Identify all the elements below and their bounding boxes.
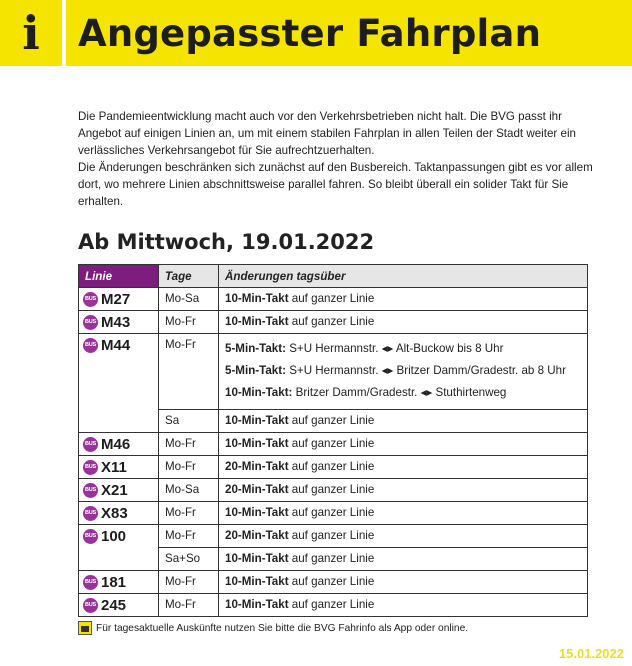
bvg-info-icon: [78, 621, 92, 635]
line-number: 181: [101, 573, 127, 591]
line-number: 100: [101, 527, 127, 545]
table-row: [79, 479, 588, 502]
column-header-aenderungen: Änderungen tagsüber: [219, 265, 588, 288]
line-cell: [79, 311, 159, 334]
line-cell: [79, 502, 159, 525]
line-cell: [79, 433, 159, 456]
days-cell: Mo-Fr: [159, 571, 219, 594]
intro-paragraph-1: Die Pandemieentwicklung macht auch vor den Verkehrsbetrieben nicht halt. Die BVG passt ihr Angebot auf einigen Linien an, um mit einem stabilen Fahrplan in allen Teilen der Stadt weiter ein verlässliches Verkehrsangebot für Sie aufrechtzuerhalten.: [78, 110, 576, 157]
days-cell: Mo-Fr: [159, 433, 219, 456]
line-number: 245: [101, 596, 127, 614]
line-number: X11: [101, 458, 127, 476]
column-header-tage: Tage: [159, 265, 219, 288]
table-row: [79, 502, 588, 525]
column-header-linie: Linie: [79, 265, 159, 288]
bus-icon: BUS: [83, 506, 98, 521]
change-cell: 20-Min-Takt auf ganzer Linie: [219, 456, 588, 479]
line-cell: [79, 456, 159, 479]
bus-icon: BUS: [83, 529, 98, 544]
title-bar: [66, 0, 632, 66]
days-cell: Mo-Fr: [159, 502, 219, 525]
section-heading: Ab Mittwoch, 19.01.2022: [78, 230, 375, 254]
intro-text: [78, 108, 598, 210]
info-icon: i: [0, 0, 62, 66]
table-row: [79, 433, 588, 456]
change-cell: 10-Min-Takt auf ganzer Linie: [219, 288, 588, 311]
change-cell: 10-Min-Takt auf ganzer Linie: [219, 594, 588, 617]
days-cell: Mo-Fr: [159, 525, 219, 548]
line-cell: [79, 479, 159, 502]
intro-paragraph-2: Die Änderungen beschränken sich zunächst auf den Busbereich. Taktanpassungen gibt es vor allem dort, wo mehrere Linien abschnittsweise parallel fahren. So bleibt überall ein solider Takt für Sie erhalten.: [78, 161, 593, 208]
table-row: [79, 311, 588, 334]
line-cell: [79, 334, 159, 433]
change-cell: 10-Min-Takt auf ganzer Linie: [219, 548, 588, 571]
days-cell: Sa: [159, 410, 219, 433]
line-cell: [79, 525, 159, 571]
line-number: X21: [101, 481, 128, 499]
bus-icon: BUS: [83, 437, 98, 452]
page-title: Angepasster Fahrplan: [78, 11, 542, 55]
days-cell: Sa+So: [159, 548, 219, 571]
bus-icon: BUS: [83, 315, 98, 330]
bus-icon: BUS: [83, 483, 98, 498]
line-number: M27: [101, 290, 131, 308]
table-row: [79, 571, 588, 594]
days-cell: Mo-Fr: [159, 594, 219, 617]
line-cell: [79, 288, 159, 311]
table-row: [79, 525, 588, 548]
table-row: [79, 594, 588, 617]
change-cell: 10-Min-Takt auf ganzer Linie: [219, 571, 588, 594]
change-cell: 20-Min-Takt auf ganzer Linie: [219, 525, 588, 548]
table-row: [79, 334, 588, 410]
bus-icon: BUS: [83, 292, 98, 307]
header: [0, 0, 632, 66]
days-cell: Mo-Sa: [159, 479, 219, 502]
line-number: M43: [101, 313, 131, 331]
change-cell: 10-Min-Takt auf ganzer Linie: [219, 311, 588, 334]
line-number: X83: [101, 504, 128, 522]
bus-icon: BUS: [83, 575, 98, 590]
change-cell: 20-Min-Takt auf ganzer Linie: [219, 479, 588, 502]
days-cell: Mo-Fr: [159, 456, 219, 479]
date-stamp: 15.01.2022: [558, 646, 624, 661]
change-cell: 10-Min-Takt auf ganzer Linie: [219, 433, 588, 456]
line-number: M46: [101, 435, 131, 453]
line-number: M44: [101, 336, 131, 354]
table-header-row: [79, 265, 588, 288]
footnote-text: Für tagesaktuelle Auskünfte nutzen Sie bitte die BVG Fahrinfo als App oder online.: [96, 622, 469, 634]
bus-icon: BUS: [83, 338, 98, 353]
days-cell: Mo-Fr: [159, 334, 219, 410]
footnote: [78, 621, 468, 635]
change-cell: 5-Min-Takt: S+U Hermannstr. ◂▸ Alt-Buckow bis 8 Uhr 5-Min-Takt: S+U Hermannstr. ◂▸ Britzer Damm/Gradestr. ab 8 Uhr 10-Min-Takt: Britzer Damm/Gradestr. ◂▸ Stuthirtenweg: [219, 334, 588, 410]
table-row: [79, 456, 588, 479]
line-cell: [79, 571, 159, 594]
schedule-table: [78, 264, 588, 617]
line-cell: [79, 594, 159, 617]
days-cell: Mo-Fr: [159, 311, 219, 334]
days-cell: Mo-Sa: [159, 288, 219, 311]
table-row: [79, 288, 588, 311]
bus-icon: BUS: [83, 598, 98, 613]
bus-icon: BUS: [83, 460, 98, 475]
change-cell: 10-Min-Takt auf ganzer Linie: [219, 410, 588, 433]
change-cell: 10-Min-Takt auf ganzer Linie: [219, 502, 588, 525]
